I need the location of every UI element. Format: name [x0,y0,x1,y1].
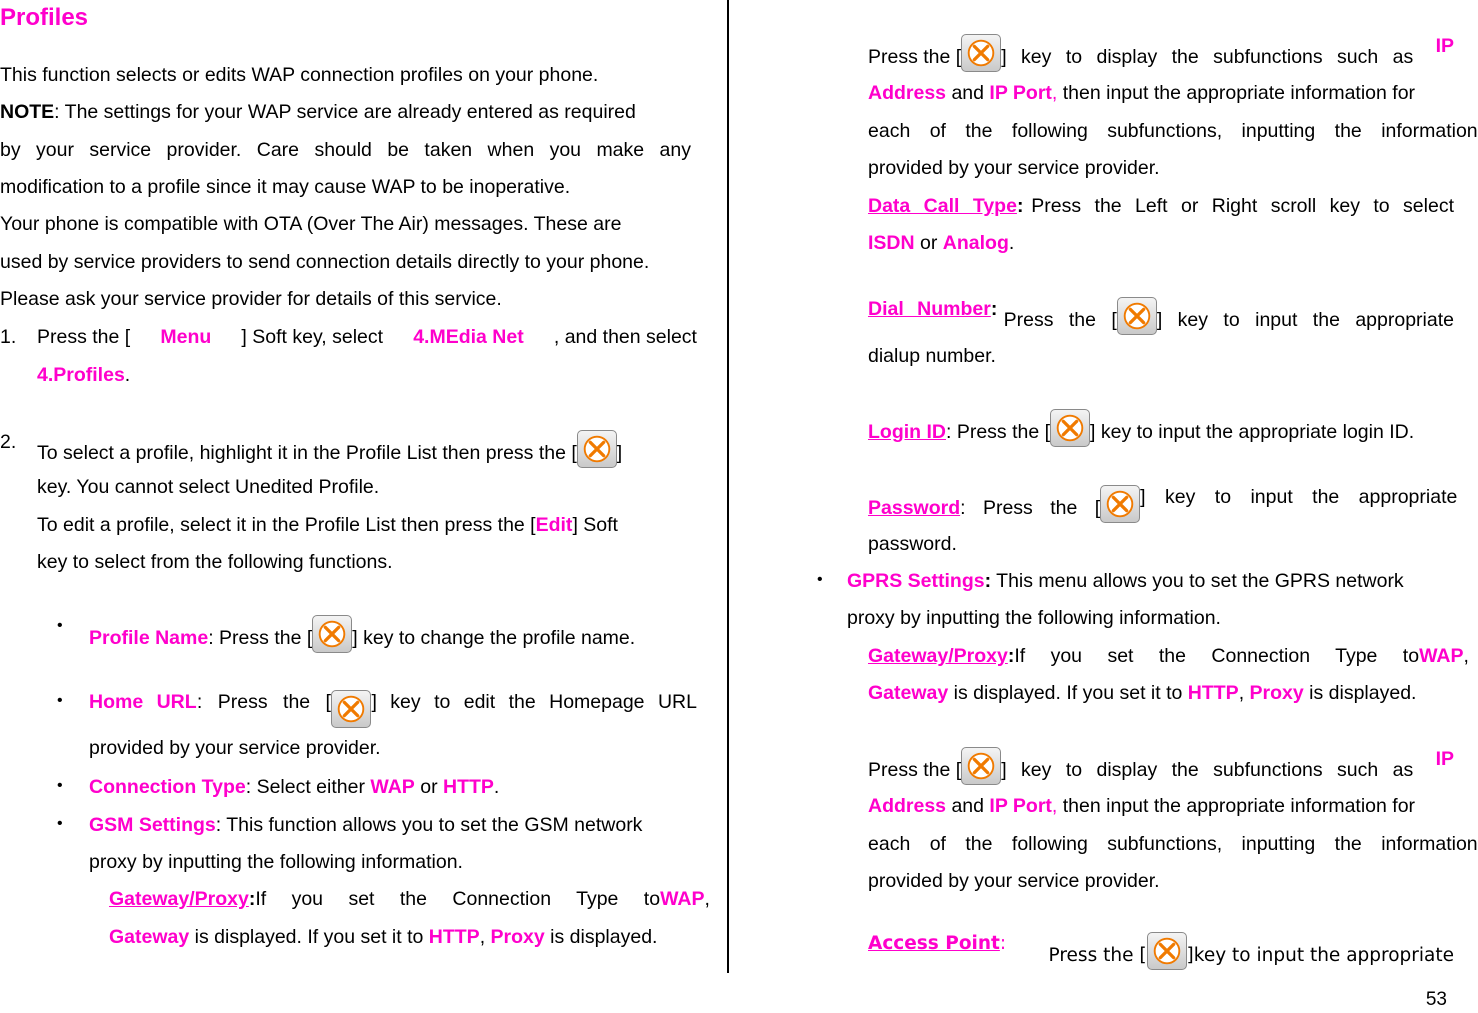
login-id-line: Login ID: Press the [ ] key to input the appropriate login ID. [868,409,1414,447]
dial-number-line-2: dialup number. [868,345,996,367]
data-call-type-line-1: Data Call Type: Press the Left or Right scroll key to select [868,195,1454,217]
gsm-gateway-proxy-line-1: Gateway/Proxy: If you set the Connection Type to WAP, [109,888,710,910]
bullet-icon: • [57,617,63,634]
ok-key-icon [1117,297,1157,335]
note-line-1: NOTE: The settings for your WAP service are already entered as required [0,101,636,123]
gprs-gateway-proxy-line-1: Gateway/Proxy: If you set the Connection Type to WAP, [868,645,1469,667]
password-line-2: password. [868,533,957,555]
gprs-settings-line-2: proxy by inputting the following information. [847,607,1221,629]
page-number: 53 [1425,989,1447,1010]
gsm-settings-item: GSM Settings: This function allows you to set the GSM network [89,814,643,836]
gprs-ip-address-line: Address and IP Port, then input the appropriate information for [868,795,1416,817]
gprs-settings-item: GPRS Settings: This menu allows you to set the GPRS network [847,570,1404,592]
intro-text: This function selects or edits WAP connection profiles on your phone. [0,64,599,86]
ota-line-3: Please ask your service provider for details of this service. [0,288,502,310]
gsm-each-line: each of the following subfunctions, inputting the information [868,120,1478,142]
password-line-1: Password: Press the [ ] key to input the appropriate [868,485,1454,523]
step2-line-2: key. You cannot select Unedited Profile. [37,476,380,498]
connection-type-item: Connection Type: Select either WAP or HTTP. [89,776,500,798]
data-call-type-line-2: ISDN or Analog. [868,232,1015,254]
gprs-provided-line: provided by your service provider. [868,870,1160,892]
gsm-press-key-line: Press the [ ] key to display the subfunctions such as IP [868,34,1454,72]
ok-key-icon [1100,485,1140,523]
column-divider [727,0,729,973]
home-url-line-2: provided by your service provider. [89,737,381,759]
gprs-each-line: each of the following subfunctions, inputting the information [868,833,1478,855]
step2-number: 2. [0,431,17,453]
ok-key-icon [331,690,371,728]
gprs-press-key-line: Press the [ ] key to display the subfunctions such as IP [868,747,1454,785]
dial-number-line-1: Dial Number: Press the [ ] key to input the appropriate [868,297,1454,335]
step2-edit-line-2: key to select from the following functions. [37,551,393,573]
ok-key-icon [961,34,1001,72]
ota-line-2: used by service providers to send connection details directly to your phone. [0,251,650,273]
ok-key-icon [1050,409,1090,447]
step2-line-1: To select a profile, highlight it in the Profile List then press the [ ] [37,430,697,468]
ok-key-icon [577,430,617,468]
page-title: Profiles [0,4,89,31]
gsm-ip-address-line: Address and IP Port, then input the appropriate information for [868,82,1416,104]
note-line-2: by your service provider. Care should be taken when you make any [0,139,691,161]
ok-key-icon [961,747,1001,785]
ok-key-icon [312,615,352,653]
bullet-icon: • [817,571,823,588]
gsm-gateway-proxy-line-2: Gateway is displayed. If you set it to HTTP, Proxy is displayed. [109,926,658,948]
step1-number: 1. [0,326,17,348]
gprs-gateway-proxy-line-2: Gateway is displayed. If you set it to HTTP, Proxy is displayed. [868,682,1417,704]
gsm-provided-line: provided by your service provider. [868,157,1160,179]
ota-line-1: Your phone is compatible with OTA (Over The Air) messages. These are [0,213,622,235]
profile-name-item: Profile Name: Press the [ ] key to change the profile name. [89,615,635,653]
step1-line-2: 4.Profiles. [37,364,131,386]
access-point-line: Access Point: Press the [ ]key to input the appropriate [868,932,1454,970]
step2-edit-line-1: To edit a profile, select it in the Profile List then press the [Edit] Soft [37,514,618,536]
bullet-icon: • [57,692,63,709]
step1-line-1: Press the [ Menu ] Soft key, select 4.MEdia Net , and then select [37,326,697,348]
ok-key-icon [1147,932,1187,970]
gsm-settings-line-2: proxy by inputting the following information. [89,851,463,873]
home-url-item: Home URL : Press the [ ] key to edit the Homepage URL [89,690,697,728]
bullet-icon: • [57,815,63,832]
note-line-3: modification to a profile since it may cause WAP to be inoperative. [0,176,571,198]
bullet-icon: • [57,777,63,794]
